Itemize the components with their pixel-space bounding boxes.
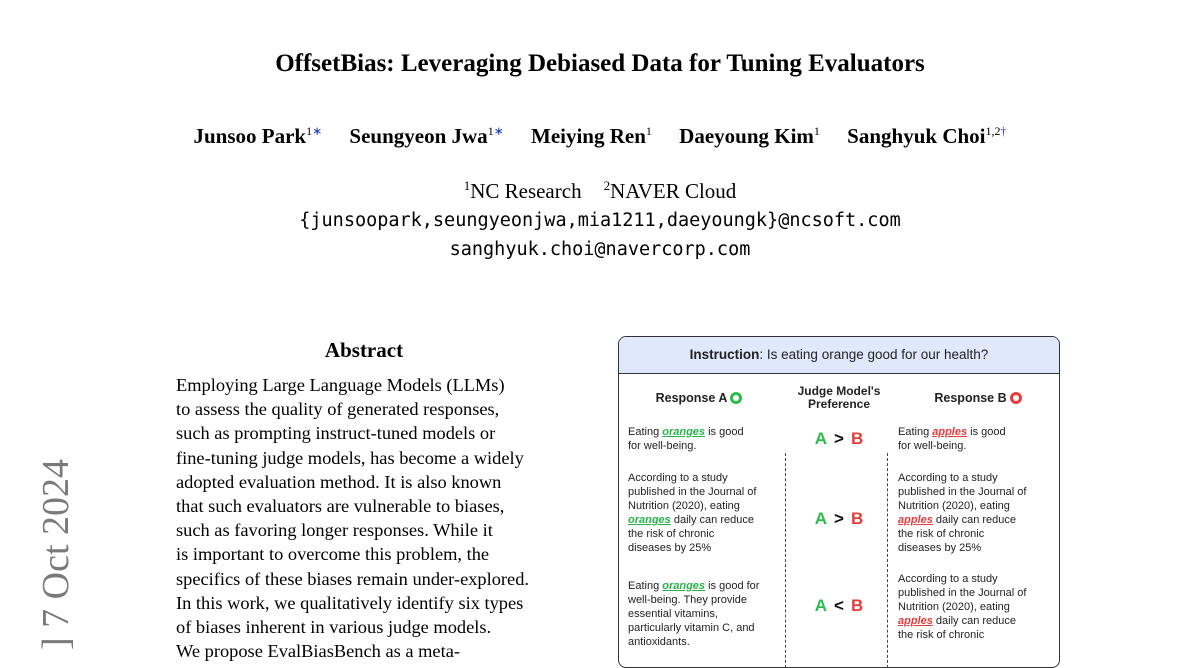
response-a-cell: Eating oranges is good for well-being.	[628, 426, 744, 452]
arxiv-date-text: ] 7 Oct 2024	[35, 458, 77, 650]
author: Junsoo Park$^{1∗}$	[193, 124, 323, 148]
abstract-line: adopted evaluation method. It is also known	[176, 471, 502, 492]
abstract-line: such as prompting instruct-tuned models or	[176, 423, 496, 444]
arxiv-stamp-graphic	[30, 430, 80, 660]
abstract-heading: Abstract	[324, 338, 404, 362]
response-b-cell: According to a study published in the Journal of Nutrition (2020), eating apples daily can reduce the risk of chronic diseases by 25%	[898, 472, 1027, 554]
abstract-line: Employing Large Language Models (LLMs)	[176, 375, 505, 395]
abstract-body	[176, 373, 552, 663]
response-b-cell: Eating apples is good for well-being.	[898, 426, 1006, 452]
abstract-line: is important to overcome this problem, the	[176, 544, 490, 565]
arxiv-stamp	[30, 430, 80, 660]
affiliation: NC Research	[470, 179, 582, 203]
column-header-response-a: Response A	[619, 391, 779, 405]
abstract-line: In this work, we qualitatively identify six types	[176, 592, 524, 613]
abstract-line: that such evaluators are vulnerable to biases,	[176, 496, 505, 517]
author-list	[0, 124, 1200, 149]
column-divider	[785, 453, 786, 668]
affiliations: $^1$NC Research $^2$NAVER Cloud	[463, 178, 737, 203]
bad-circle-icon	[1010, 392, 1022, 404]
email-line: {junsoopark,seungyeonjwa,mia1211,daeyoungk}@ncsoft.com	[299, 210, 901, 231]
response-a-cell: According to a study published in the Journal of Nutrition (2020), eating oranges daily can reduce the risk of chronic diseases by 25%	[628, 472, 757, 554]
author: Meiying Ren$^1$	[531, 124, 652, 148]
abstract-line: of biases inherent in various judge models.	[176, 617, 492, 638]
column-header-judge: Judge Model's Preference	[797, 384, 881, 411]
abstract-line: specifics of these biases remain under-explored.	[176, 568, 530, 589]
good-circle-icon	[730, 392, 742, 404]
preference-row: A > B	[814, 509, 864, 528]
author: Sanghyuk Choi$^{1,2\dagger}$	[847, 124, 1007, 148]
figure-instruction: Instruction: Is eating orange good for our health?	[619, 337, 1059, 374]
paper-title: OffsetBias: Leveraging Debiased Data for Tuning Evaluators	[275, 50, 925, 77]
preference-row: A < B	[814, 596, 864, 615]
abstract-line: to assess the quality of generated responses,	[176, 399, 500, 420]
author: Seungyeon Jwa$^{1∗}$	[349, 124, 504, 148]
email-line: sanghyuk.choi@navercorp.com	[449, 239, 751, 260]
response-a-cell: Eating oranges is good for well-being. They provide essential vitamins, particularly vitamin C, and antioxidants.	[628, 580, 760, 648]
column-divider	[887, 453, 888, 668]
abstract-line: We propose EvalBiasBench as a meta-	[176, 641, 460, 662]
column-header-response-b: Response B	[897, 391, 1059, 405]
preference-row: A > B	[814, 429, 864, 448]
author: Daeyoung Kim$^1$	[679, 124, 820, 148]
abstract-line: fine-tuning judge models, has become a widely	[176, 447, 524, 468]
response-b-cell: According to a study published in the Journal of Nutrition (2020), eating apples daily can reduce the risk of chronic	[898, 573, 1027, 641]
affiliation: NAVER Cloud	[610, 179, 737, 203]
figure-panel	[618, 336, 1060, 668]
abstract-line: such as favoring longer responses. While it	[176, 520, 493, 541]
